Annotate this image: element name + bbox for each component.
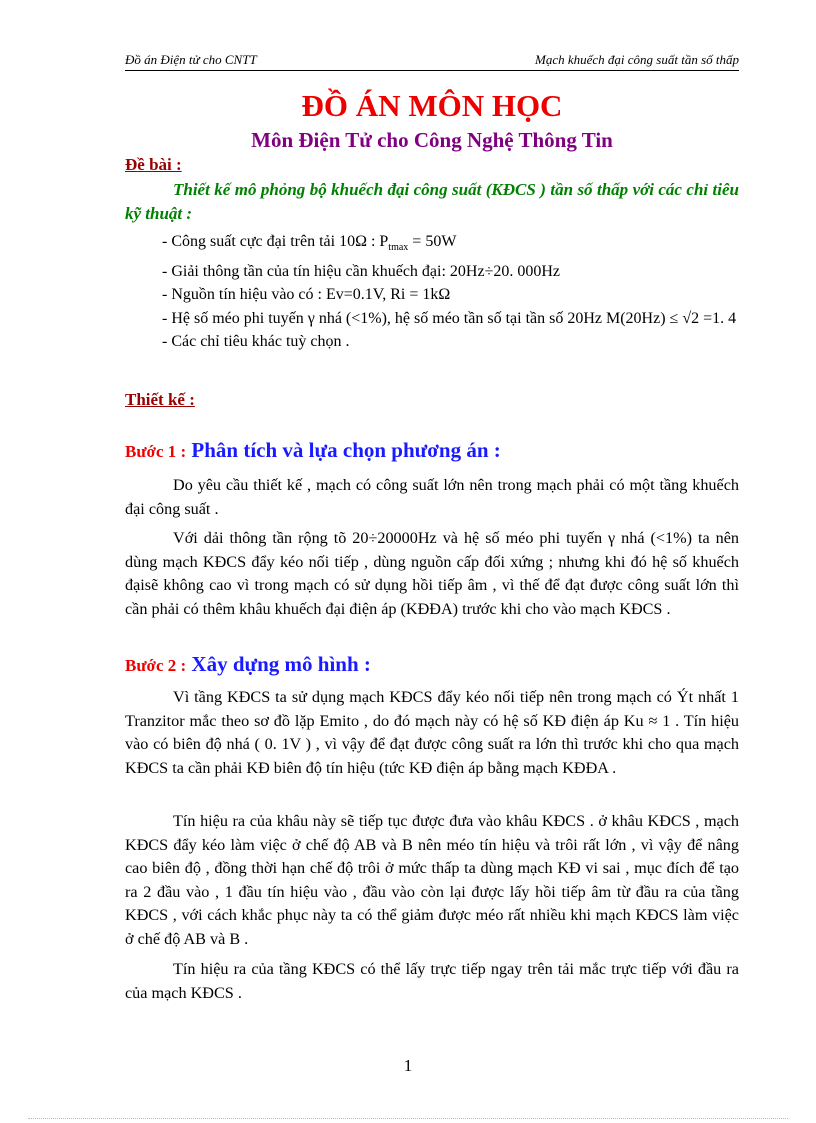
requirement-item: - Giải thông tần của tín hiệu cần khuếch đại: 20Hz÷20. 000Hz: [162, 262, 560, 280]
page-header: [125, 50, 739, 71]
bottom-divider: [28, 1118, 788, 1119]
paragraph: Vì tầng KĐCS ta sử dụng mạch KĐCS đẩy kéo nối tiếp nên trong mạch có Ýt nhất 1 Tranzitor mắc theo sơ đồ lặp Emito , do đó mạch này có hệ số KĐ điện áp Ku ≈ 1 . Tín hiệu vào có biên độ nhá ( 0. 1V ) , vì vậy để đạt được công suất ra lớn thì trước khi cho qua mạch KĐCS ta cần phải KĐ biên độ tín hiệu (tức KĐ điện áp bằng mạch KĐĐA .: [125, 688, 739, 777]
requirement-list: [162, 230, 740, 354]
header-left: Đồ án Điện tử cho CNTT: [125, 52, 257, 67]
paragraph: Tín hiệu ra của tầng KĐCS có thể lấy trực tiếp ngay trên tải mắc trực tiếp với đầu ra của mạch KĐCS .: [125, 960, 739, 1002]
de-bai-label: Đề bài :: [125, 155, 182, 174]
thiet-ke-label: Thiết kế :: [125, 390, 195, 409]
step-label: Bước 1 :: [125, 442, 187, 461]
paragraph: Với dải thông tần rộng tõ 20÷20000Hz và hệ số méo phi tuyến γ nhá (<1%) ta nên dùng mạch KĐCS đẩy kéo nối tiếp , dùng nguồn cấp đối xứng ; nhưng khi đó hệ số khuếch đạisẽ không cao vì trong mạch có sử dụng hồi tiếp âm , vì thế để đạt được công suất lớn thì cần phải có thêm khâu khuếch đại điện áp (KĐĐA) trước khi cho vào mạch KĐCS .: [125, 529, 739, 618]
requirement-item: - Nguồn tín hiệu vào có : Ev=0.1V, Ri = 1kΩ: [162, 286, 451, 304]
step-title: Xây dựng mô hình :: [191, 652, 371, 676]
header-right: Mạch khuếch đại công suất tần số thấp: [535, 52, 739, 67]
requirement-item: - Công suất cực đại trên tải 10Ω : $P_{tmax} = 50W$: [162, 233, 457, 254]
step-label: Bước 2 :: [125, 656, 187, 675]
document-title: ĐỒ ÁN MÔN HỌC: [301, 88, 563, 123]
requirement-title: Thiết kế mô phỏng bộ khuếch đại công suất (KĐCS ) tần số thấp với các chỉ tiêu kỹ thuật :: [125, 180, 739, 223]
page-number: 1: [403, 1056, 413, 1075]
document-subtitle: Môn Điện Tử cho Công Nghệ Thông Tin: [251, 128, 613, 152]
step-title: Phân tích và lựa chọn phương án :: [191, 438, 501, 462]
paragraph: Tín hiệu ra của khâu này sẽ tiếp tục được đưa vào khâu KĐCS . ở khâu KĐCS , mạch KĐCS đẩy kéo làm việc ở chế độ AB và B nên méo tín hiệu và trôi rất lớn , vì vậy để nâng cao biên độ , đồng thời hạn chế độ trôi ở mức thấp ta dùng mạch KĐ vi sai , mục đích để tạo ra 2 đầu vào , 1 đầu tín hiệu vào , đầu vào còn lại được lấy hồi tiếp âm từ đầu ra của tầng KĐCS , với cách khắc phục này ta có thể giảm được méo rất nhiều khi mạch KĐCS làm việc ở chế độ AB và B .: [125, 812, 739, 948]
paragraph: Do yêu cầu thiết kế , mạch có công suất lớn nên trong mạch phải có một tầng khuếch đại công suất .: [125, 476, 739, 518]
requirement-item: - Hệ số méo phi tuyến γ nhá (<1%), hệ số méo tần số tại tần số 20Hz M(20Hz) ≤ √2 =1. 4: [162, 309, 737, 327]
step-2-heading: [125, 652, 739, 677]
requirement-item: - Các chỉ tiêu khác tuỳ chọn .: [162, 333, 350, 351]
step-1-heading: [125, 438, 739, 463]
